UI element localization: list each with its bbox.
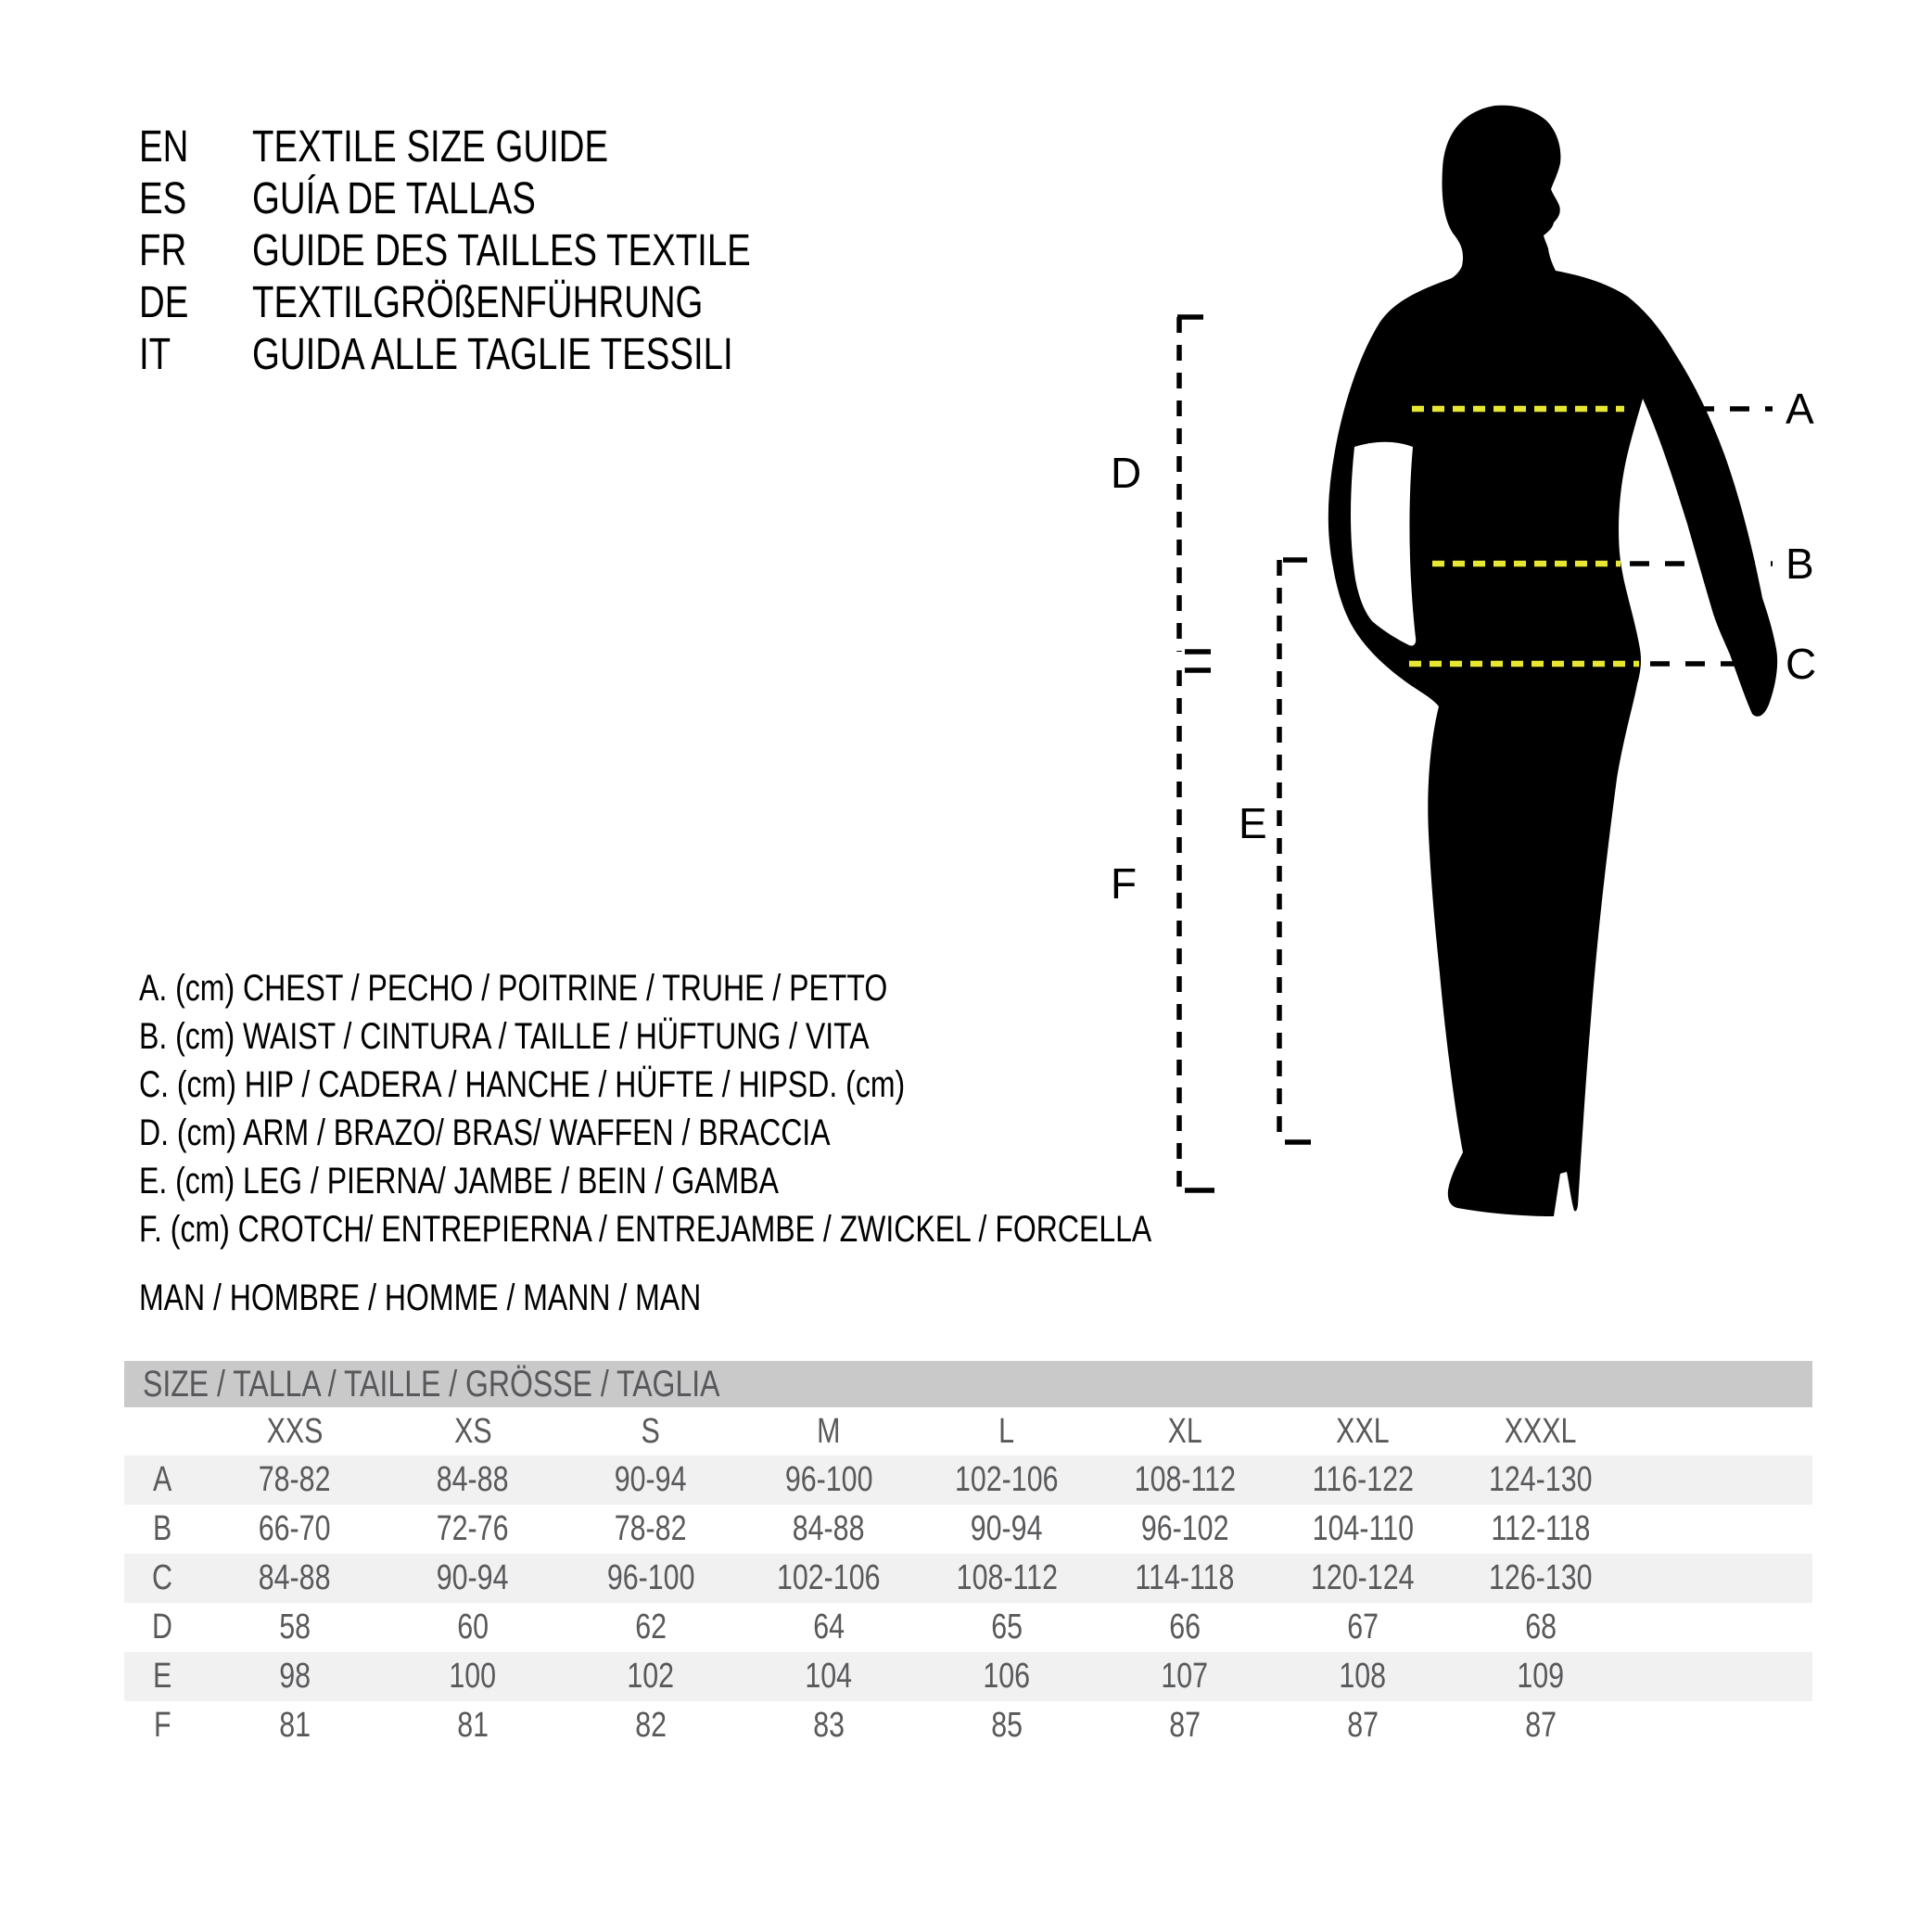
measure-label-a: A bbox=[1786, 385, 1814, 433]
row-label: B bbox=[153, 1509, 172, 1548]
category-line bbox=[139, 1274, 842, 1322]
row-label: D bbox=[152, 1608, 173, 1646]
measure-label-c: C bbox=[1786, 640, 1817, 688]
table-row-arm: D 58 60 62 64 65 66 67 68 bbox=[124, 1603, 1812, 1652]
category-line-text: MAN / HOMBRE / HOMME / MANN / MAN bbox=[139, 1277, 702, 1318]
language-code: DE bbox=[139, 277, 189, 327]
size-table-section bbox=[124, 1361, 1812, 1750]
size-table bbox=[124, 1407, 1812, 1750]
table-row-chest: A 78-82 84-88 90-94 96-100 102-106 108-112 116-122 124-130 bbox=[124, 1455, 1812, 1505]
table-row-crotch: F 81 81 82 83 85 87 87 87 bbox=[124, 1701, 1812, 1750]
guide-title-fr: GUIDE DES TAILLES TEXTILE bbox=[252, 225, 751, 275]
size-column-xl: XL bbox=[1167, 1411, 1202, 1451]
size-table-title-bar bbox=[124, 1361, 1812, 1407]
size-table-title: SIZE / TALLA / TAILLE / GRÖSSE / TAGLIA bbox=[143, 1363, 720, 1405]
legend-line-crotch: F. (cm) CROTCH/ ENTREPIERNA / ENTREJAMBE / ZWICKEL / FORCELLA bbox=[139, 1208, 1152, 1250]
size-column-filler bbox=[1630, 1407, 1812, 1455]
legend-line-waist: B. (cm) WAIST / CINTURA / TAILLE / HÜFTUNG / VITA bbox=[139, 1015, 870, 1057]
language-code: FR bbox=[139, 225, 187, 275]
size-column-s: S bbox=[641, 1411, 661, 1451]
language-row bbox=[139, 224, 875, 276]
legend-line-leg: E. (cm) LEG / PIERNA/ JAMBE / BEIN / GAMBA bbox=[139, 1160, 779, 1201]
measure-label-b: B bbox=[1786, 540, 1814, 588]
size-column-m: M bbox=[817, 1411, 841, 1451]
legend-line-arm: D. (cm) ARM / BRAZO/ BRAS/ WAFFEN / BRACCIA bbox=[139, 1112, 831, 1153]
language-title-block bbox=[139, 121, 875, 380]
language-row bbox=[139, 276, 875, 328]
language-row bbox=[139, 172, 875, 224]
language-code: IT bbox=[139, 329, 172, 379]
guide-title-es: GUÍA DE TALLAS bbox=[252, 173, 536, 223]
size-header-blank bbox=[124, 1407, 206, 1455]
measure-label-e: E bbox=[1239, 799, 1267, 847]
guide-title-it: GUIDA ALLE TAGLIE TESSILI bbox=[252, 329, 733, 379]
measure-label-d: D bbox=[1111, 449, 1142, 497]
language-code: ES bbox=[139, 173, 187, 223]
size-column-l: L bbox=[998, 1411, 1015, 1451]
row-label: A bbox=[153, 1460, 172, 1499]
language-code: EN bbox=[139, 121, 189, 172]
size-column-xxs: XXS bbox=[266, 1411, 324, 1451]
table-row-leg: E 98 100 102 104 106 107 108 109 bbox=[124, 1652, 1812, 1701]
guide-title-en: TEXTILE SIZE GUIDE bbox=[252, 121, 609, 172]
size-column-xs: XS bbox=[453, 1411, 492, 1451]
language-row bbox=[139, 121, 875, 172]
row-label: E bbox=[153, 1657, 172, 1696]
table-row-hip: C 84-88 90-94 96-100 102-106 108-112 114-118 120-124 126-130 bbox=[124, 1554, 1812, 1603]
row-label: F bbox=[154, 1706, 172, 1745]
guide-title-de: TEXTILGRÖßENFÜHRUNG bbox=[252, 277, 704, 327]
size-column-xxxl: XXXL bbox=[1505, 1411, 1577, 1451]
size-column-xxl: XXL bbox=[1336, 1411, 1390, 1451]
legend-line-chest: A. (cm) CHEST / PECHO / POITRINE / TRUHE / PETTO bbox=[139, 967, 888, 1009]
legend-line-hip: C. (cm) HIP / CADERA / HANCHE / HÜFTE / HIPSD. (cm) bbox=[139, 1063, 906, 1105]
size-header-row bbox=[124, 1407, 1812, 1455]
language-row bbox=[139, 328, 875, 380]
measurement-legend bbox=[139, 964, 1405, 1253]
row-label: C bbox=[152, 1558, 173, 1597]
measure-label-f: F bbox=[1111, 859, 1138, 908]
table-row-waist: B 66-70 72-76 78-82 84-88 90-94 96-102 104-110 112-118 bbox=[124, 1505, 1812, 1554]
